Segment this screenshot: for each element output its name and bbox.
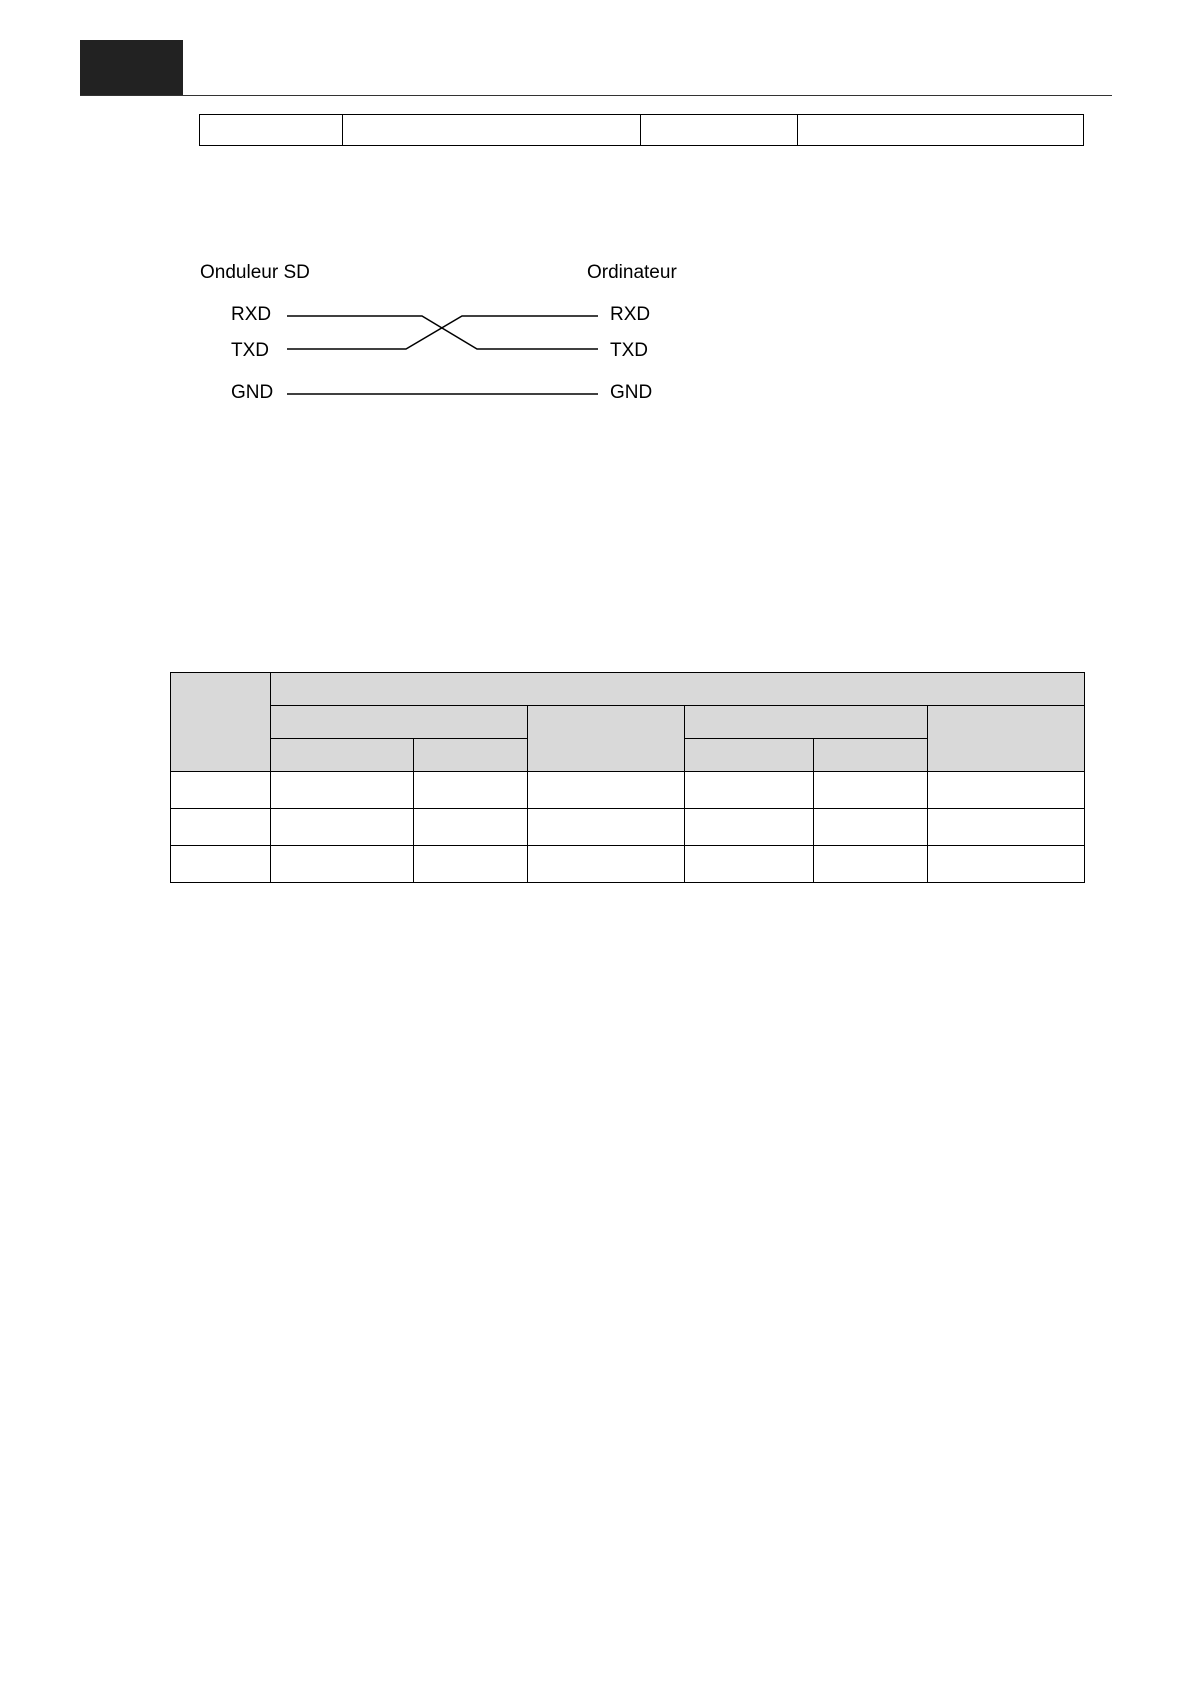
table-header-group [271, 673, 1085, 706]
table-row [171, 846, 1085, 883]
table-header-cell [928, 706, 1085, 772]
table-header-cell [528, 706, 685, 772]
table-header-cell [685, 739, 814, 772]
right-pin-rxd: RXD [610, 304, 651, 325]
table-cell [271, 846, 414, 883]
table-cell [928, 809, 1085, 846]
table-cell [928, 772, 1085, 809]
top-table [199, 114, 1084, 146]
table-cell [928, 846, 1085, 883]
table-header-cell [814, 739, 928, 772]
table-cell [343, 115, 641, 146]
table-cell [171, 846, 271, 883]
table-cell [271, 809, 414, 846]
table-header-corner [171, 673, 271, 772]
table-cell [814, 772, 928, 809]
table-cell [798, 115, 1084, 146]
left-device-title: Onduleur SD [200, 262, 310, 283]
table-cell [528, 846, 685, 883]
table-cell [271, 772, 414, 809]
chapter-tab [80, 40, 183, 96]
table-cell [414, 846, 528, 883]
table-cell [685, 772, 814, 809]
table-header-cell [271, 739, 414, 772]
table-row [171, 809, 1085, 846]
table-cell [414, 772, 528, 809]
left-pin-txd: TXD [231, 340, 269, 361]
table-header-row [171, 706, 1085, 739]
wire-rxd-to-txd [287, 316, 598, 349]
table-cell [814, 809, 928, 846]
table-cell [685, 846, 814, 883]
table-cell [414, 809, 528, 846]
right-pin-txd: TXD [610, 340, 648, 361]
table-header-cell [414, 739, 528, 772]
table-cell [528, 809, 685, 846]
wire-txd-to-rxd [287, 316, 598, 349]
spec-table [170, 672, 1085, 883]
table-row [200, 115, 1084, 146]
right-pin-gnd: GND [610, 382, 653, 403]
table-cell [814, 846, 928, 883]
table-cell [641, 115, 798, 146]
table-cell [528, 772, 685, 809]
table-header-row [171, 673, 1085, 706]
left-pin-gnd: GND [231, 382, 274, 403]
right-device-title: Ordinateur [587, 262, 677, 283]
table-cell [685, 809, 814, 846]
header-rule [80, 95, 1112, 96]
table-cell [171, 772, 271, 809]
table-header-cell [685, 706, 928, 739]
table-cell [171, 809, 271, 846]
left-pin-rxd: RXD [231, 304, 272, 325]
table-header-cell [271, 706, 528, 739]
table-row [171, 772, 1085, 809]
table-cell [200, 115, 343, 146]
